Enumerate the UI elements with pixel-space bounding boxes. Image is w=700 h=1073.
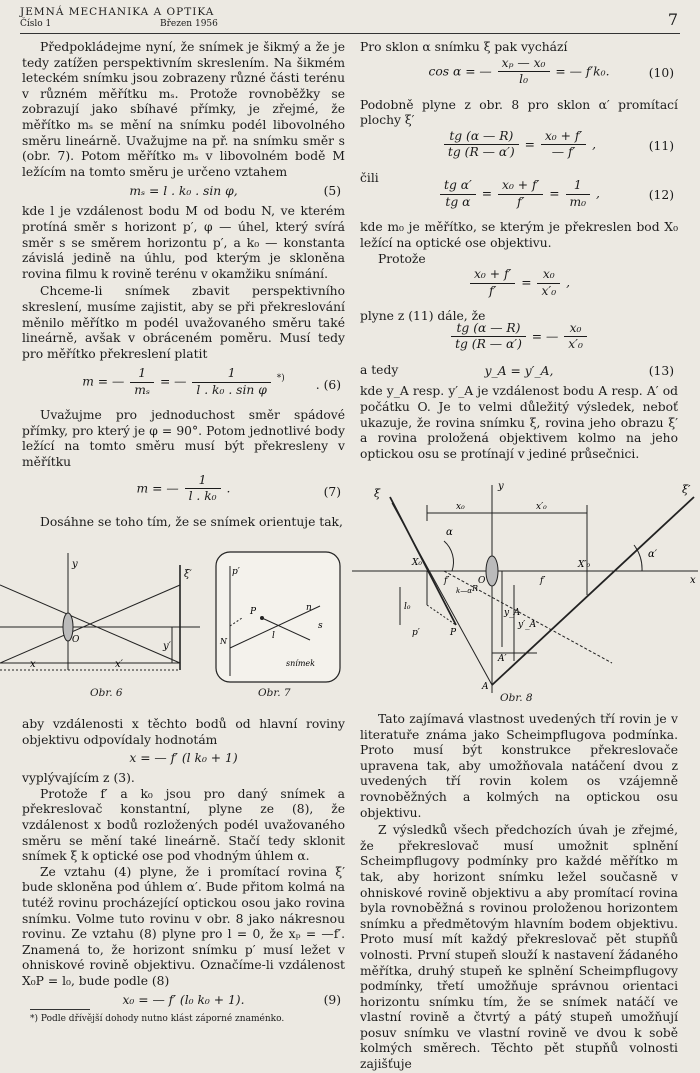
svg-text:y′_A: y′_A — [518, 620, 537, 630]
figure-7 — [210, 548, 345, 686]
svg-text:A: A — [482, 682, 489, 692]
svg-text:O: O — [478, 576, 486, 586]
svg-text:O: O — [72, 635, 80, 645]
paragraph: Z výsledků všech předchozích úvah je zřejmé, že překreslovač musí umožnit splnění Scheimpflugovy podmínky pro každé měřítko m tak, aby horizont snímku ležel současně v ohniskové rovině objektivu a aby promítací rovina byla rovnoběžná s rovinou proloženou horizontem snímku a předmětovým hlavním bodem objektivu. Proto musí mít každý překreslovač pět stupňů volnosti. První stupeň slouží k nastavení žádaného měřítka, druhý stupeň ke splnění Scheimpflugovy podmínky, třetí umožňuje správnou orientaci horizontu snímku tím, že se snímek natáčí ve vlastní rovině a čtvrtý a pátý stupeň umožňují posuv snímku ve vlastní rovině ve dvou k sobě kolmých směrech. Těchto pět stupňů volnosti zajišťuje — [360, 823, 678, 1072]
equation-b: $\frac{tg (\alpha — R)}{tg (R — \alpha')}$ = — $\frac{\text{x₀}}{\text{x′₀}}$ — [360, 321, 678, 363]
svg-text:y_A: y_A — [504, 608, 521, 618]
equation-8: x = — f′ (l k₀ + 1) — [129, 751, 238, 766]
paragraph: vyplývajícím z (3). — [22, 771, 135, 786]
svg-text:ξ: ξ — [374, 487, 381, 500]
paragraph: kde y_A resp. y′_A je vzdálenost bodu A resp. A′ od počátku O. Je to velmi důležitý výsledek, neboť ukazuje, že rovina snímku ξ, rovina jeho obrazu ξ′ a rovina proložená objektivem kolmo na jeho optickou osu se protínají v jediné průsečnici. — [360, 384, 678, 461]
equation-13: y_A = y′_A, (13) — [484, 364, 674, 379]
svg-text:P: P — [450, 628, 457, 638]
paragraph: plyne z (11) dále, že — [360, 309, 486, 324]
svg-text:x′₀: x′₀ — [536, 502, 547, 512]
journal-title: JEMNÁ MECHANIKA A OPTIKA — [20, 6, 215, 18]
svg-text:N: N — [220, 637, 227, 646]
svg-text:X′₀: X′₀ — [578, 560, 591, 570]
svg-text:y′: y′ — [163, 641, 171, 652]
right-column-top — [360, 40, 678, 462]
paragraph: Ze vztahu (4) plyne, že i promítací rovina ξ′ bude skloněna pod úhlem α′. Bude přitom kolmá na tutéž rovinu procházející optickou osou jako rovina snímku. Volme tuto rovinu v obr. 8 jako nákresnou rovinu. Ze vztahu (8) plyne pro l = 0, že xₚ = —f′. Znamená to, že horizont snímku p′ musí ležet v ohniskové rovině objektivu. Označíme-li vzdálenost X₀P = l₀, bude podle (8) — [22, 864, 345, 988]
svg-text:f′: f′ — [540, 576, 546, 586]
svg-text:P: P — [250, 607, 257, 617]
svg-text:x₀: x₀ — [456, 502, 465, 512]
paragraph: Pro sklon α snímku ξ pak vychází — [360, 40, 568, 54]
svg-text:x′: x′ — [115, 659, 123, 670]
svg-text:α′: α′ — [648, 549, 658, 560]
svg-text:k—α: k—α — [456, 587, 472, 595]
svg-text:s: s — [318, 621, 323, 631]
figure-6 — [0, 545, 205, 685]
paragraph: Chceme-li snímek zbavit perspektivního skreslení, musíme zajistit, aby se při překreslování měnilo měřítko m podél uvažovaného směru také lineárně, avšak v obráceném poměru. Musí tedy pro měřítko překreslení platit — [22, 284, 345, 361]
paragraph: Podobně plyne z obr. 8 pro sklon α′ promítací plochy ξ′ — [360, 97, 678, 128]
svg-text:ξ′: ξ′ — [682, 483, 691, 496]
equation-10: cos α = — $\frac{\text{xₚ — x₀}}{\text{l₀}}$ = — f′k₀. (10) — [428, 55, 674, 87]
right-column-bottom — [360, 712, 678, 1073]
issue-date: Březen 1956 — [160, 19, 218, 29]
paragraph: čili — [360, 170, 379, 185]
left-column-top — [22, 40, 345, 530]
svg-text:ξ′: ξ′ — [184, 569, 192, 580]
paragraph: Předpokládejme nyní, že snímek je šikmý a že je tedy zatížen perspektivním skreslením. Na šikmém leteckém snímku jsou zobrazeny různé části terénu v různém měřítku mₛ. Protože rovnoběžky se zobrazují jako sbíhavé přímky, je zřejmé, že měřítko mₛ se mění na snímku podél libovolného směru lineárně. Uvažujme na př. na snímku směr s (obr. 7). Potom měřítko mₛ v libovolném bodě M ležícím na tomto směru je určeno vztahem — [22, 40, 345, 179]
equation-7: m = — $\frac{1}{\text{l . k₀}}$ . (7) — [136, 472, 341, 504]
figure-6-caption: Obr. 6 — [90, 687, 123, 699]
svg-text:A′: A′ — [498, 654, 507, 664]
paragraph: Protože — [378, 251, 426, 266]
equation-5: mₛ = l . k₀ . sin φ, (5) — [129, 184, 341, 199]
equation-9: x₀ = — f′ (l₀ k₀ + 1). (9) — [122, 992, 341, 1007]
svg-text:n: n — [306, 603, 312, 613]
footnote-rule — [30, 1009, 90, 1010]
paragraph: aby vzdálenosti x těchto bodů od hlavní roviny objektivu odpovídaly hodnotám — [22, 717, 345, 747]
svg-text:R: R — [472, 584, 479, 593]
paragraph: Protože f′ a k₀ jsou pro daný snímek a překreslovač konstantní, plyne ze (8), že vzdálenost x bodů rozložených podél uvažovaného směru se mění také lineárně. Stačí tedy sklonit snímek ξ k optické ose pod vhodným úhlem α. — [22, 786, 345, 864]
figure-8 — [352, 475, 700, 707]
equation-6: m = — $\frac{1}{\text{mₛ}}$ = — $\frac{1}{\text{l . k₀ . sin φ}}$ *) . (6) — [82, 366, 341, 397]
figure-7-caption: Obr. 7 — [258, 687, 291, 699]
footnote: *) Podle dřívější dohody nutno klást záporné znaménko. — [30, 1014, 285, 1024]
svg-text:snímek: snímek — [286, 659, 315, 668]
issue-number: Číslo 1 — [20, 19, 52, 29]
svg-text:x: x — [30, 659, 36, 670]
svg-text:X₀: X₀ — [412, 558, 423, 568]
svg-text:y: y — [72, 559, 78, 570]
svg-text:f′: f′ — [444, 576, 450, 586]
left-column-bottom — [22, 717, 345, 1013]
paragraph: kde m₀ je měřítko, se kterým je překreslen bod X₀ ležící na optické ose objektivu. — [360, 220, 678, 250]
svg-text:x: x — [690, 575, 696, 586]
equation-11: $\frac{tg (\alpha — R)}{tg (R — \alpha')}$ = $\frac{\text{x₀ + f′}}{— f'}$ , (11) — [360, 129, 678, 171]
svg-text:p′: p′ — [232, 567, 240, 577]
paragraph: kde l je vzdálenost bodu M od bodu N, ve kterém protíná směr s horizont p′, φ — úhel, který svírá směr s se směrem horizontu p′, a k₀ — konstanta závislá jedině na úhlu, pod kterým je skloněna rovina filmu k rovině terénu v okamžiku snímání. — [22, 204, 345, 281]
svg-text:l₀: l₀ — [404, 602, 411, 612]
svg-text:α: α — [446, 527, 453, 538]
paragraph: Dosáhne se toho tím, že se snímek orientuje tak, — [40, 514, 343, 529]
svg-text:l: l — [272, 631, 275, 641]
svg-text:p′: p′ — [412, 628, 420, 638]
paragraph: a tedy — [360, 362, 399, 377]
page-number: 7 — [667, 10, 678, 29]
equation-a: $\frac{\text{x₀ + f′}}{f'}$ = $\frac{\text{x₀}}{\text{x′₀}}$ , — [360, 267, 678, 309]
svg-text:y: y — [498, 481, 504, 492]
header-rule — [20, 33, 680, 34]
figure-8-caption: Obr. 8 — [500, 692, 533, 704]
paragraph: Uvažujme pro jednoduchost směr spádové přímky, pro který je φ = 90°. Potom jednotlivé body ležící na tomto směru musí být překresleny v měřítku — [22, 408, 345, 470]
equation-12: $\frac{\text{tg α′}}{\text{tg α}}$ = $\frac{\text{x₀ + f′}}{f'}$ = $\frac{1}{\text{m₀}}$ , (12) — [360, 178, 678, 220]
paragraph: Tato zajímavá vlastnost uvedených tří rovin je v literatuře známa jako Scheimpflugova podmínka. Proto musí být konstrukce překreslovače upravena tak, aby umožňovala natáčení dvou z uvedených tří rovin kolem os vzájemně rovnoběžných a kolmých na optickou osu objektivu. — [360, 712, 678, 820]
